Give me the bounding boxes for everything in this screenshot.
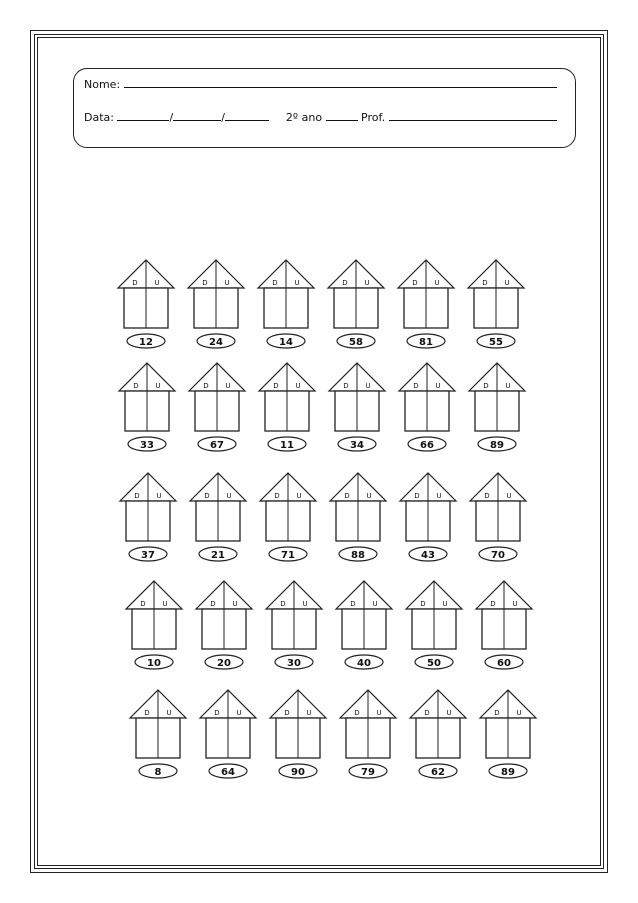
place-value-house: [120, 473, 176, 561]
place-value-houses-worksheet: [103, 245, 550, 785]
tens-label: D: [132, 279, 138, 287]
units-label: U: [366, 492, 372, 500]
house-number: 70: [491, 550, 505, 561]
tens-label: D: [204, 492, 210, 500]
units-label: U: [306, 709, 312, 717]
house-number: 64: [221, 767, 235, 778]
date-line: [84, 110, 557, 124]
units-label: U: [442, 600, 448, 608]
house-number: 10: [147, 658, 161, 669]
house-number: 60: [497, 658, 511, 669]
tens-label: D: [490, 600, 496, 608]
place-value-house: [196, 581, 252, 669]
units-label: U: [302, 600, 308, 608]
house-number: 40: [357, 658, 371, 669]
tens-label: D: [424, 709, 430, 717]
house-number: 21: [211, 550, 225, 561]
units-label: U: [365, 382, 371, 390]
house-number: 89: [490, 440, 504, 451]
house-number: 90: [291, 767, 305, 778]
prof-label: Prof.: [361, 111, 386, 124]
date-month-field[interactable]: [173, 110, 221, 121]
tens-label: D: [414, 492, 420, 500]
name-label: Nome:: [84, 78, 121, 91]
place-value-house: [190, 473, 246, 561]
tens-label: D: [484, 492, 490, 500]
date-slash: /: [221, 111, 225, 124]
units-label: U: [166, 709, 172, 717]
units-label: U: [156, 492, 162, 500]
place-value-house: [258, 260, 314, 348]
house-number: 12: [139, 337, 153, 348]
tens-label: D: [280, 600, 286, 608]
place-value-house: [328, 260, 384, 348]
house-number: 20: [217, 658, 231, 669]
tens-label: D: [140, 600, 146, 608]
place-value-house: [410, 690, 466, 778]
house-number: 81: [419, 337, 433, 348]
place-value-house: [406, 581, 462, 669]
tens-label: D: [350, 600, 356, 608]
place-value-house: [188, 260, 244, 348]
place-value-house: [266, 581, 322, 669]
units-label: U: [512, 600, 518, 608]
units-label: U: [155, 382, 161, 390]
place-value-house: [340, 690, 396, 778]
house-number: 14: [279, 337, 293, 348]
grade-label: 2º ano: [285, 111, 323, 124]
place-value-house: [189, 363, 245, 451]
house-number: 58: [349, 337, 363, 348]
house-number: 50: [427, 658, 441, 669]
name-field[interactable]: [124, 77, 557, 88]
tens-label: D: [494, 709, 500, 717]
house-number: 11: [280, 440, 294, 451]
house-number: 66: [420, 440, 434, 451]
units-label: U: [224, 279, 230, 287]
date-label: Data:: [84, 111, 114, 124]
units-label: U: [446, 709, 452, 717]
tens-label: D: [483, 382, 489, 390]
house-number: 67: [210, 440, 224, 451]
place-value-house: [480, 690, 536, 778]
tens-label: D: [482, 279, 488, 287]
name-line: [84, 77, 557, 91]
tens-label: D: [134, 492, 140, 500]
units-label: U: [435, 382, 441, 390]
tens-label: D: [274, 492, 280, 500]
units-label: U: [295, 382, 301, 390]
place-value-house: [469, 363, 525, 451]
tens-label: D: [342, 279, 348, 287]
place-value-house: [259, 363, 315, 451]
house-number: 79: [361, 767, 375, 778]
tens-label: D: [354, 709, 360, 717]
tens-label: D: [420, 600, 426, 608]
units-label: U: [225, 382, 231, 390]
units-label: U: [516, 709, 522, 717]
units-label: U: [505, 382, 511, 390]
place-value-house: [476, 581, 532, 669]
tens-label: D: [214, 709, 220, 717]
house-number: 88: [351, 550, 365, 561]
place-value-house: [130, 690, 186, 778]
house-number: 55: [489, 337, 503, 348]
tens-label: D: [343, 382, 349, 390]
tens-label: D: [133, 382, 139, 390]
units-label: U: [294, 279, 300, 287]
teacher-field[interactable]: [389, 110, 557, 121]
tens-label: D: [413, 382, 419, 390]
date-day-field[interactable]: [117, 110, 169, 121]
units-label: U: [376, 709, 382, 717]
units-label: U: [154, 279, 160, 287]
class-field[interactable]: [326, 110, 358, 121]
house-number: 30: [287, 658, 301, 669]
place-value-house: [126, 581, 182, 669]
place-value-house: [400, 473, 456, 561]
place-value-house: [336, 581, 392, 669]
place-value-house: [330, 473, 386, 561]
house-number: 8: [154, 767, 162, 778]
house-number: 24: [209, 337, 223, 348]
tens-label: D: [272, 279, 278, 287]
place-value-house: [470, 473, 526, 561]
place-value-house: [119, 363, 175, 451]
house-number: 71: [281, 550, 295, 561]
house-number: 89: [501, 767, 515, 778]
house-number: 62: [431, 767, 445, 778]
units-label: U: [436, 492, 442, 500]
tens-label: D: [203, 382, 209, 390]
units-label: U: [506, 492, 512, 500]
units-label: U: [162, 600, 168, 608]
date-slash: /: [169, 111, 174, 124]
units-label: U: [236, 709, 242, 717]
units-label: U: [364, 279, 370, 287]
house-number: 34: [350, 440, 364, 451]
tens-label: D: [210, 600, 216, 608]
house-number: 43: [421, 550, 435, 561]
units-label: U: [226, 492, 232, 500]
place-value-house: [200, 690, 256, 778]
units-label: U: [372, 600, 378, 608]
tens-label: D: [273, 382, 279, 390]
house-number: 33: [140, 440, 154, 451]
place-value-house: [398, 260, 454, 348]
place-value-house: [260, 473, 316, 561]
place-value-house: [118, 260, 174, 348]
tens-label: D: [144, 709, 150, 717]
units-label: U: [296, 492, 302, 500]
tens-label: D: [344, 492, 350, 500]
place-value-house: [270, 690, 326, 778]
units-label: U: [232, 600, 238, 608]
house-number: 37: [141, 550, 155, 561]
place-value-house: [329, 363, 385, 451]
houses-grid: [103, 245, 550, 785]
place-value-house: [399, 363, 455, 451]
tens-label: D: [412, 279, 418, 287]
units-label: U: [434, 279, 440, 287]
date-year-field[interactable]: [225, 110, 269, 121]
tens-label: D: [284, 709, 290, 717]
place-value-house: [468, 260, 524, 348]
tens-label: D: [202, 279, 208, 287]
units-label: U: [504, 279, 510, 287]
